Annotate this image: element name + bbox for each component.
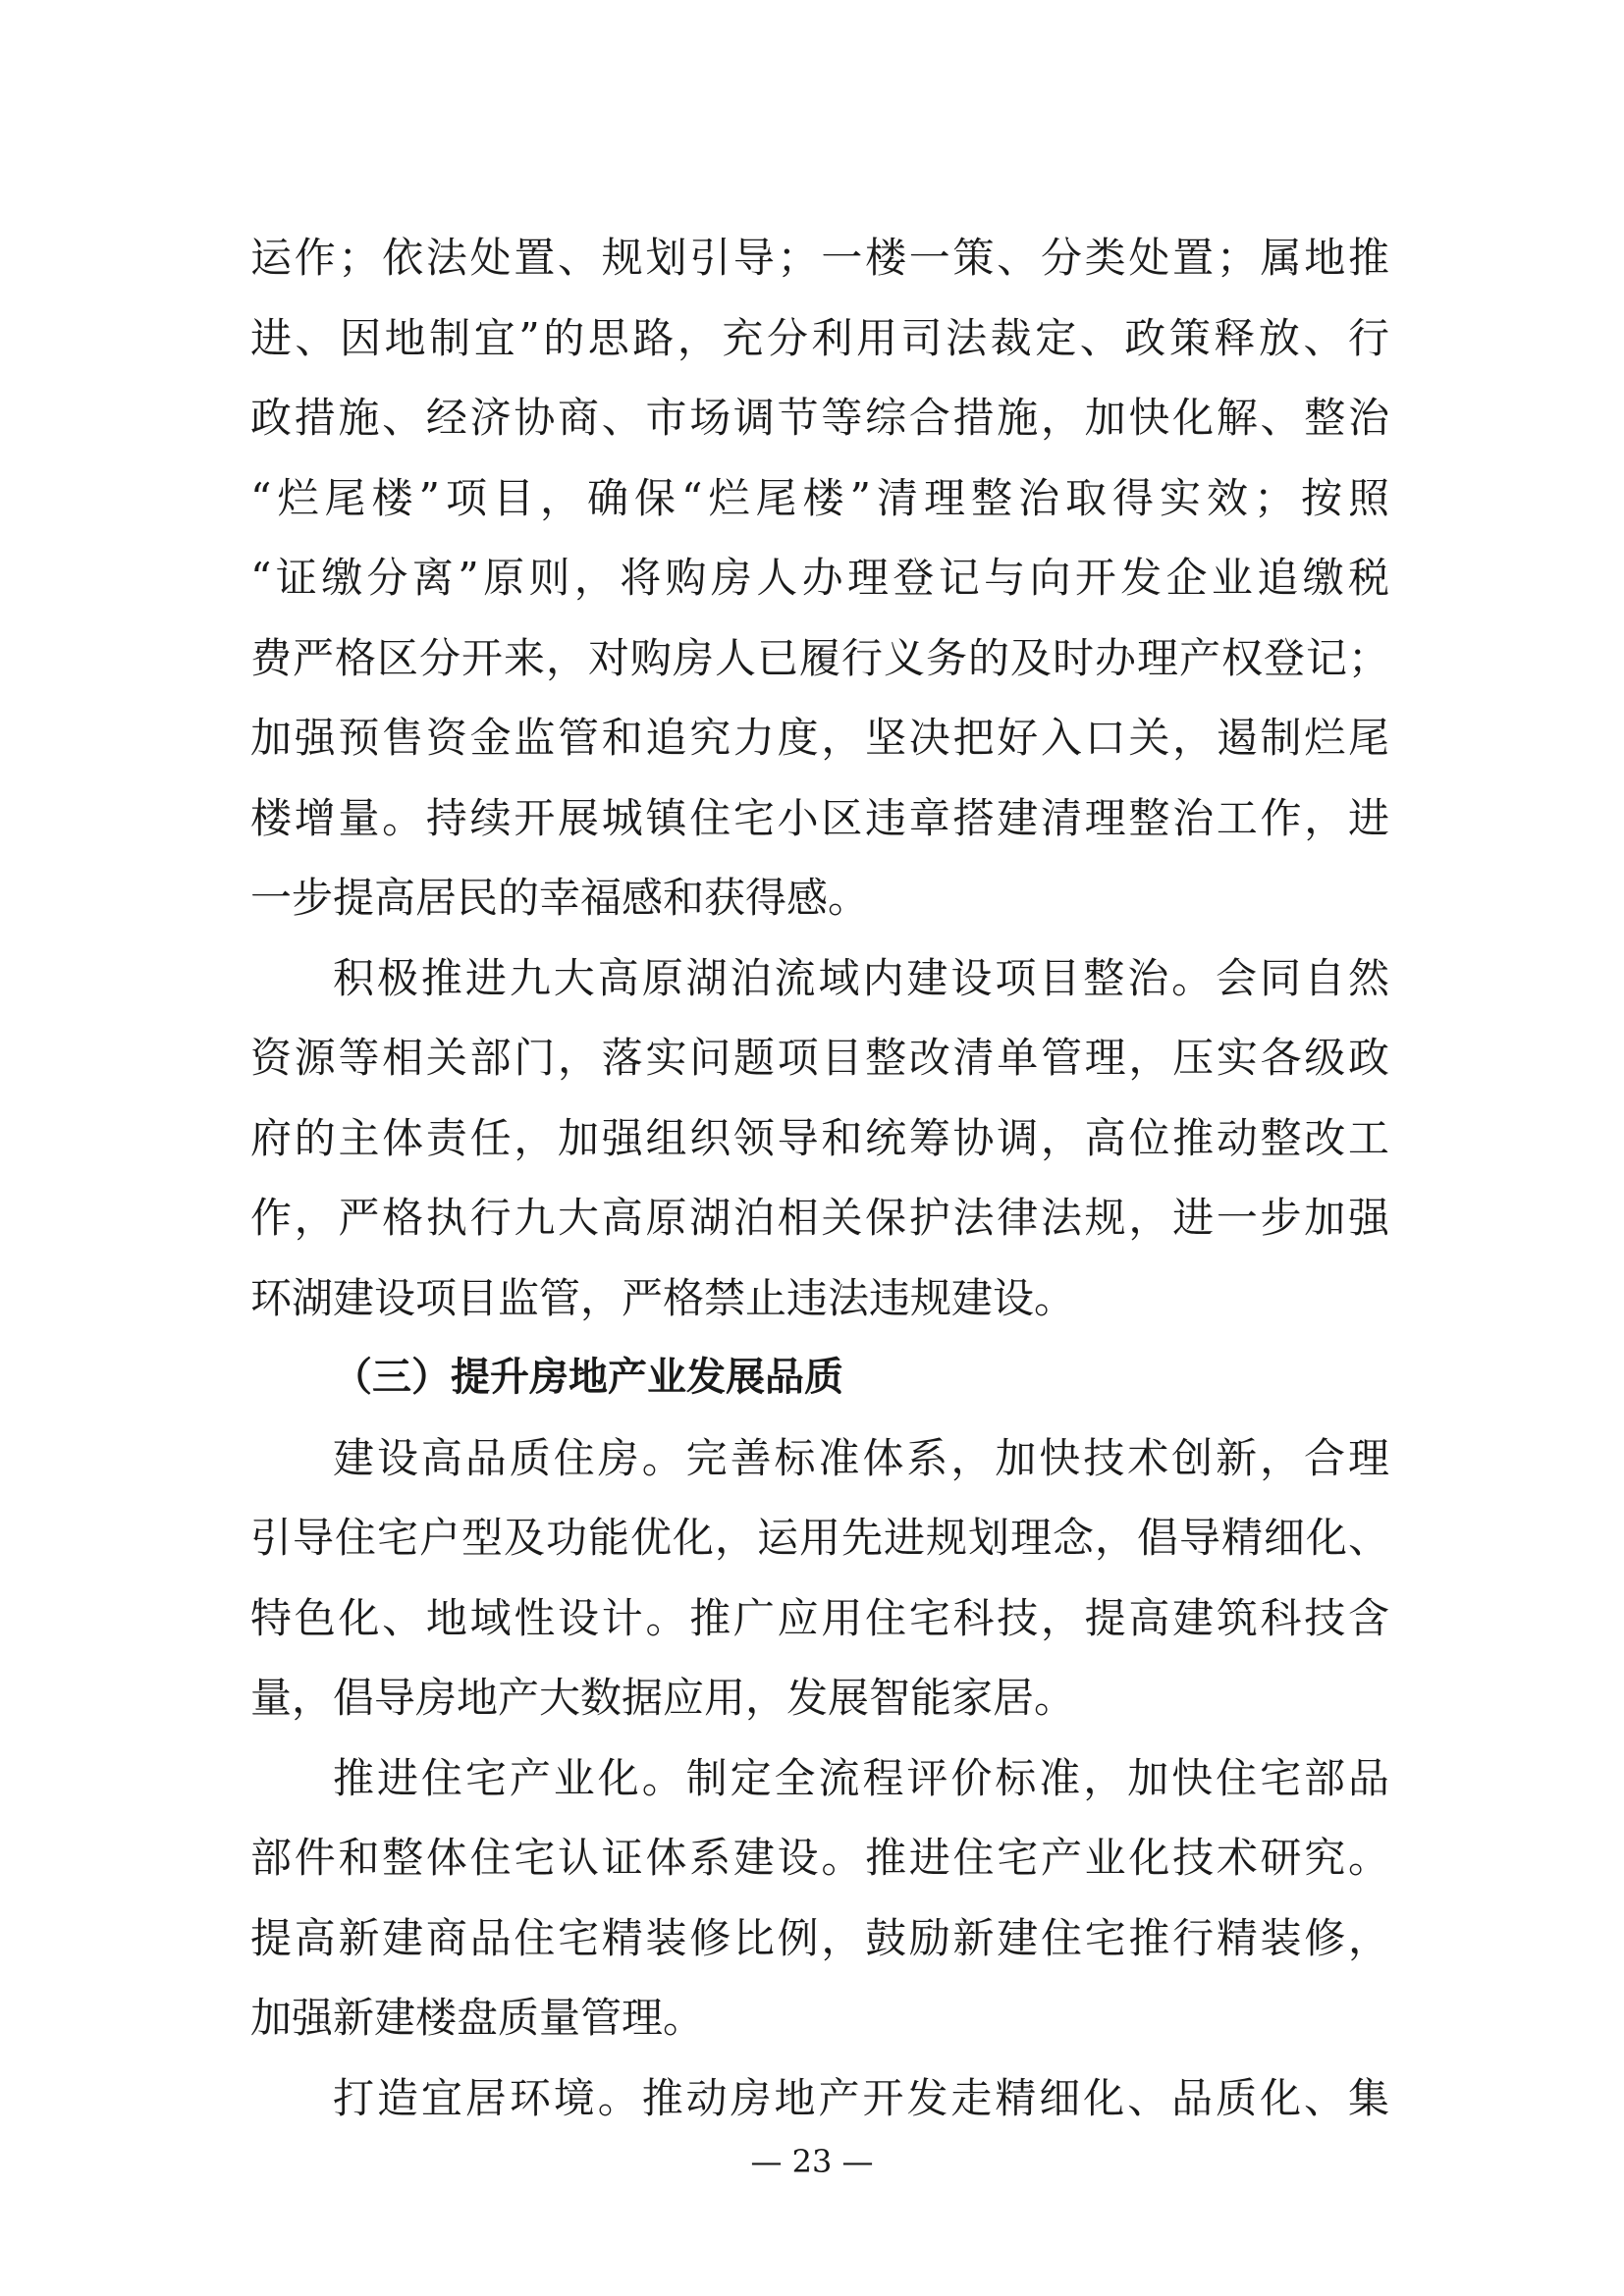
- text-line: “烂尾楼”项目，确保“烂尾楼”清理整治取得实效；按照: [250, 473, 1389, 522]
- text-line: 府的主体责任，加强组织领导和统筹协调，高位推动整改工: [250, 1113, 1389, 1162]
- paragraph-first-line: 推进住宅产业化。制定全流程评价标准，加快住宅部品: [333, 1753, 1389, 1802]
- text-line: 引导住宅户型及功能优化，运用先进规划理念，倡导精细化、: [250, 1514, 1389, 1562]
- text-line: 费严格区分开来，对购房人已履行义务的及时办理产权登记；: [250, 633, 1389, 682]
- document-body: [250, 218, 1389, 2138]
- paragraph-first-line: 积极推进九大高原湖泊流域内建设项目整治。会同自然: [333, 953, 1389, 1002]
- text-line: 进、因地制宜”的思路，充分利用司法裁定、政策释放、行: [250, 313, 1389, 362]
- text-line: 加强新建楼盘质量管理。: [250, 1994, 705, 2042]
- text-line: 资源等相关部门，落实问题项目整改清单管理，压实各级政: [250, 1034, 1389, 1082]
- text-line: 作，严格执行九大高原湖泊相关保护法律法规，进一步加强: [250, 1194, 1389, 1242]
- text-line: 提高新建商品住宅精装修比例，鼓励新建住宅推行精装修，: [250, 1913, 1389, 1962]
- paragraph-first-line: 建设高品质住房。完善标准体系，加快技术创新，合理: [333, 1433, 1389, 1482]
- page-number: — 23 —: [750, 2143, 874, 2180]
- text-line: 特色化、地域性设计。推广应用住宅科技，提高建筑科技含: [250, 1593, 1389, 1642]
- text-line: 部件和整体住宅认证体系建设。推进住宅产业化技术研究。: [250, 1834, 1389, 1882]
- text-line: 量，倡导房地产大数据应用，发展智能家居。: [250, 1674, 1076, 1722]
- text-line: 一步提高居民的幸福感和获得感。: [250, 874, 870, 922]
- text-line: 环湖建设项目监管，严格禁止违法违规建设。: [250, 1273, 1076, 1322]
- paragraph-first-line: 打造宜居环境。推动房地产开发走精细化、品质化、集: [333, 2073, 1389, 2122]
- text-line: 运作；依法处置、规划引导；一楼一策、分类处置；属地推: [250, 234, 1389, 282]
- section-heading: （三）提升房地产业发展品质: [333, 1355, 843, 1400]
- text-line: “证缴分离”原则，将购房人办理登记与向开发企业追缴税: [250, 554, 1389, 602]
- text-line: 政措施、经济协商、市场调节等综合措施，加快化解、整治: [250, 394, 1389, 442]
- text-line: 加强预售资金监管和追究力度，坚决把好入口关，遏制烂尾: [250, 714, 1389, 762]
- text-line: 楼增量。持续开展城镇住宅小区违章搭建清理整治工作，进: [250, 793, 1389, 842]
